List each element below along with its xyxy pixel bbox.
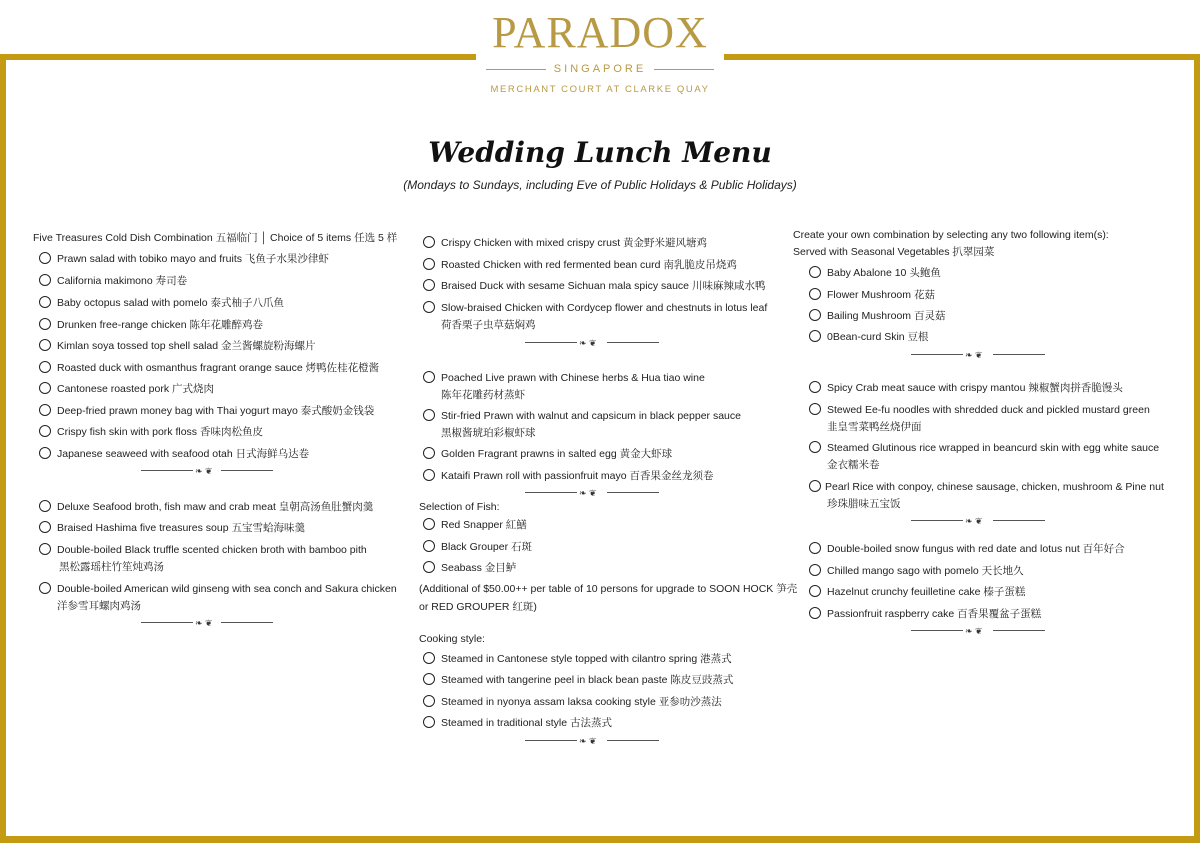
checkbox-circle-icon[interactable] bbox=[423, 518, 435, 530]
logo-location: SINGAPORE bbox=[553, 63, 647, 75]
vegetables-heading: Served with Seasonal Vegetables 扒翠园菜 bbox=[793, 246, 995, 258]
ornament-divider: ❧ ❦ bbox=[911, 515, 1045, 525]
checkbox-circle-icon[interactable] bbox=[423, 716, 435, 728]
checkbox-circle-icon[interactable] bbox=[423, 236, 435, 248]
ornament-divider: ❧ ❦ bbox=[525, 487, 659, 497]
checkbox-circle-icon[interactable] bbox=[39, 318, 51, 330]
checkbox-circle-icon[interactable] bbox=[39, 274, 51, 286]
fish-upgrade-note: (Additional of $50.00++ per table of 10 persons for upgrade to SOON HOCK 笋壳 bbox=[419, 583, 798, 595]
checkbox-circle-icon[interactable] bbox=[39, 296, 51, 308]
checkbox-circle-icon[interactable] bbox=[423, 561, 435, 573]
ornament-divider: ❧ ❦ bbox=[525, 735, 659, 745]
checkbox-circle-icon[interactable] bbox=[423, 469, 435, 481]
cold-dish-heading: Five Treasures Cold Dish Combination 五福临门 │ Choice of 5 items 任选 5 样 bbox=[33, 232, 398, 244]
checkbox-circle-icon[interactable] bbox=[423, 447, 435, 459]
checkbox-circle-icon[interactable] bbox=[809, 288, 821, 300]
checkbox-circle-icon[interactable] bbox=[809, 441, 821, 453]
ornament-divider: ❧ ❦ bbox=[911, 349, 1045, 359]
checkbox-circle-icon[interactable] bbox=[39, 361, 51, 373]
checkbox-circle-icon[interactable] bbox=[39, 425, 51, 437]
checkbox-circle-icon[interactable] bbox=[809, 607, 821, 619]
checkbox-circle-icon[interactable] bbox=[423, 301, 435, 313]
checkbox-circle-icon[interactable] bbox=[423, 279, 435, 291]
fish-upgrade-note-2: or RED GROUPER 红斑) bbox=[419, 601, 537, 613]
checkbox-circle-icon[interactable] bbox=[809, 381, 821, 393]
ornament-divider: ❧ ❦ bbox=[525, 337, 659, 347]
checkbox-circle-icon[interactable] bbox=[39, 252, 51, 264]
checkbox-circle-icon[interactable] bbox=[809, 330, 821, 342]
cooking-heading: Cooking style: bbox=[419, 633, 485, 645]
fish-heading: Selection of Fish: bbox=[419, 501, 500, 513]
checkbox-circle-icon[interactable] bbox=[809, 266, 821, 278]
checkbox-circle-icon[interactable] bbox=[423, 371, 435, 383]
checkbox-circle-icon[interactable] bbox=[809, 542, 821, 554]
checkbox-circle-icon[interactable] bbox=[423, 258, 435, 270]
checkbox-circle-icon[interactable] bbox=[809, 480, 821, 492]
checkbox-circle-icon[interactable] bbox=[39, 447, 51, 459]
checkbox-circle-icon[interactable] bbox=[809, 403, 821, 415]
logo-name: PARADOX bbox=[492, 8, 708, 57]
checkbox-circle-icon[interactable] bbox=[809, 564, 821, 576]
checkbox-circle-icon[interactable] bbox=[809, 309, 821, 321]
checkbox-circle-icon[interactable] bbox=[423, 540, 435, 552]
logo-tagline: MERCHANT COURT AT CLARKE QUAY bbox=[490, 84, 710, 95]
ornament-divider: ❧ ❦ bbox=[141, 617, 273, 627]
checkbox-circle-icon[interactable] bbox=[423, 695, 435, 707]
ornament-divider: ❧ ❦ bbox=[141, 465, 273, 475]
checkbox-circle-icon[interactable] bbox=[423, 409, 435, 421]
checkbox-circle-icon[interactable] bbox=[423, 652, 435, 664]
checkbox-circle-icon[interactable] bbox=[39, 582, 51, 594]
checkbox-circle-icon[interactable] bbox=[423, 673, 435, 685]
combination-heading: Create your own combination by selecting any two following item(s): bbox=[793, 229, 1109, 241]
checkbox-circle-icon[interactable] bbox=[39, 543, 51, 555]
page-title: Wedding Lunch Menu bbox=[428, 136, 772, 169]
checkbox-circle-icon[interactable] bbox=[39, 500, 51, 512]
checkbox-circle-icon[interactable] bbox=[39, 339, 51, 351]
ornament-divider: ❧ ❦ bbox=[911, 625, 1045, 635]
checkbox-circle-icon[interactable] bbox=[39, 521, 51, 533]
logo bbox=[476, 0, 724, 104]
checkbox-circle-icon[interactable] bbox=[39, 382, 51, 394]
checkbox-circle-icon[interactable] bbox=[39, 404, 51, 416]
checkbox-circle-icon[interactable] bbox=[809, 585, 821, 597]
page-subtitle: (Mondays to Sundays, including Eve of Public Holidays & Public Holidays) bbox=[403, 178, 797, 192]
